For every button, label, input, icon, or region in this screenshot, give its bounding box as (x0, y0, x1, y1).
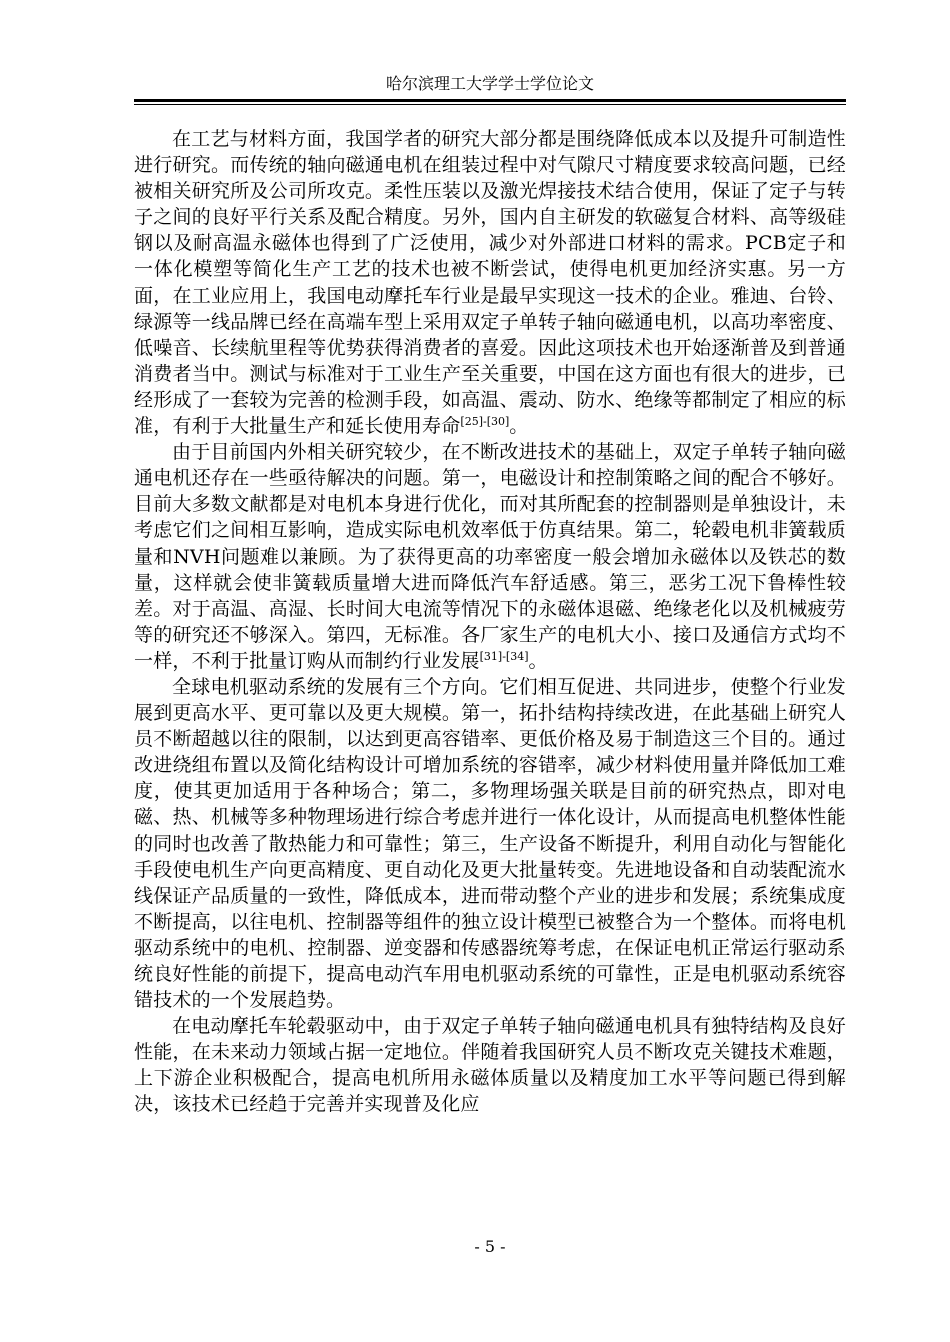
header-rule-thin (134, 104, 846, 105)
paragraph (134, 1013, 846, 1117)
paragraph-tail: 。 (528, 649, 548, 672)
paragraph (134, 126, 846, 439)
citation: [25]-[30] (460, 415, 510, 429)
page-header: 哈尔滨理工大学学士学位论文 (385, 74, 594, 93)
paragraph-text: 在工艺与材料方面，我国学者的研究大部分都是围绕降低成本以及提升可制造性进行研究。而传统的轴向磁通电机在组装过程中对气隙尺寸精度要求较高问题，已经被相关研究所及公司所攻克。柔性压装以及激光焊接技术结合使用，保证了定子与转子之间的良好平行关系及配合精度。另外，国内自主研发的软磁复合材料、高等级硅钢以及耐高温永磁体也得到了广泛使用，减少对外部进口材料的需求。PCB定子和一体化模塑等简化生产工艺的技术也被不断尝试，使得电机更加经济实惠。另一方面，在工业应用上，我国电动摩托车行业是最早实现这一技术的企业。雅迪、台铃、绿源等一线品牌已经在高端车型上采用双定子单转子轴向磁通电机，以高功率密度、低噪音、长续航里程等优势获得消费者的喜爱。因此这项技术也开始逐渐普及到普通消费者当中。测试与标准对于工业生产至关重要，中国在这方面也有很大的进步，已经形成了一套较为完善的检测手段，如高温、震动、防水、绝缘等都制定了相应的标准，有利于大批量生产和延长使用寿命 (134, 128, 846, 438)
citation: [31]-[34] (479, 649, 529, 663)
paragraph-tail: 。 (509, 415, 529, 438)
paragraph (134, 674, 846, 1013)
paragraph-text: 由于目前国内外相关研究较少，在不断改进技术的基础上，双定子单转子轴向磁通电机还存在一些亟待解决的问题。第一，电磁设计和控制策略之间的配合不够好。目前大多数文献都是对电机本身进行优化，而对其所配套的控制器则是单独设计，未考虑它们之间相互影响，造成实际电机效率低于仿真结果。第二，轮毂电机非簧载质量和NVH问题难以兼顾。为了获得更高的功率密度一般会增加永磁体以及铁芯的数量，这样就会使非簧载质量增大进而降低汽车舒适感。第三，恶劣工况下鲁棒性较差。对于高温、高湿、长时间大电流等情况下的永磁体退磁、绝缘老化以及机械疲劳等的研究还不够深入。第四，无标准。各厂家生产的电机大小、接口及通信方式均不一样，不利于批量订购从而制约行业发展 (134, 441, 846, 672)
paragraph-text: 全球电机驱动系统的发展有三个方向。它们相互促进、共同进步，使整个行业发展到更高水平、更可靠以及更大规模。第一，拓扑结构持续改进，在此基础上研究人员不断超越以往的限制，以达到更高容错率、更低价格及易于制造这三个目的。通过改进绕组布置以及简化结构设计可增加系统的容错率，减少材料使用量并降低加工难度，使其更加适用于各种场合；第二，多物理场强关联是目前的研究热点，即对电磁、热、机械等多种物理场进行综合考虑并进行一体化设计，从而提高电机整体性能的同时也改善了散热能力和可靠性；第三，生产设备不断提升，利用自动化与智能化手段使电机生产向更高精度、更自动化及更大批量转变。先进地设备和自动装配流水线保证产品质量的一致性，降低成本，进而带动整个产业的进步和发展；系统集成度不断提高，以往电机、控制器等组件的独立设计模型已被整合为一个整体。而将电机驱动系统中的电机、控制器、逆变器和传感器统筹考虑，在保证电机正常运行驱动系统良好性能的前提下，提高电动汽车用电机驱动系统的可靠性，正是电机驱动系统容错技术的一个发展趋势。 (134, 675, 846, 1012)
header-rule-thick (134, 99, 846, 102)
page-number: - 5 - (474, 1237, 506, 1256)
body-text (134, 126, 846, 1118)
paragraph (134, 439, 846, 674)
paragraph-text: 在电动摩托车轮毂驱动中，由于双定子单转子轴向磁通电机具有独特结构及良好性能，在未来动力领域占据一定地位。伴随着我国研究人员不断攻克关键技术难题，上下游企业积极配合，提高电机所用永磁体质量以及精度加工水平等问题已得到解决，该技术已经趋于完善并实现普及化应 (134, 1015, 846, 1116)
